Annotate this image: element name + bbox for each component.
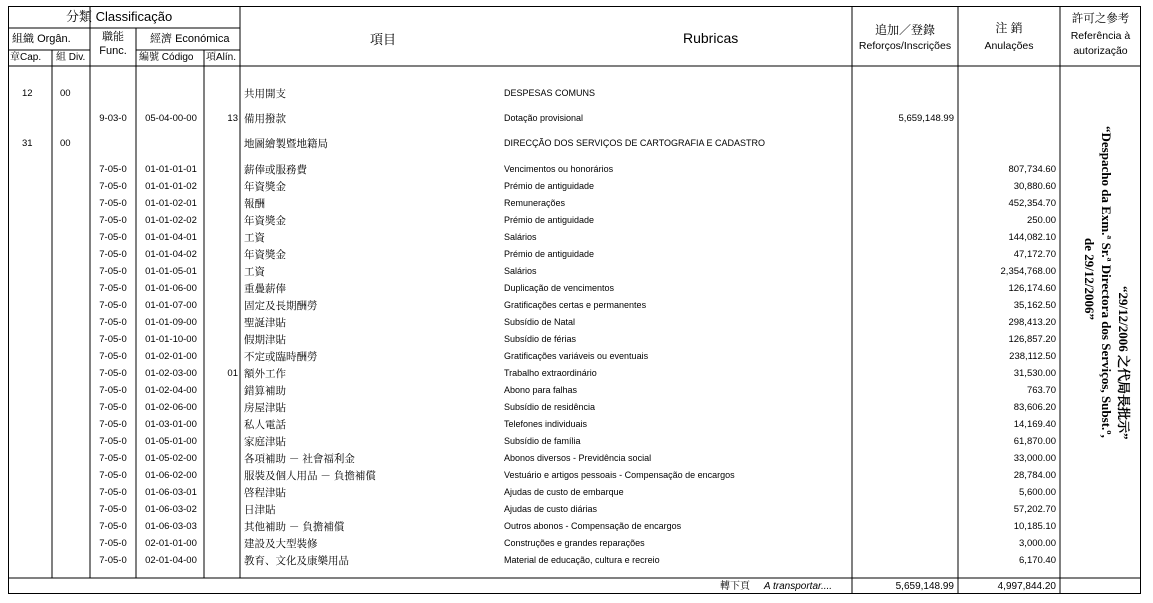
cell-code: 01-01-01-01 bbox=[145, 164, 197, 175]
header-economica-pt: Económica bbox=[175, 33, 230, 45]
header-classificacao bbox=[66, 10, 172, 23]
cell-func: 7-05-0 bbox=[99, 232, 127, 243]
cell-pt: Ajudas de custo de embarque bbox=[504, 487, 624, 497]
header-div-zh: 組 bbox=[56, 52, 66, 63]
cell-func: 7-05-0 bbox=[99, 538, 127, 549]
cell-anul: 126,174.60 bbox=[1008, 283, 1056, 294]
cell-code: 01-02-03-00 bbox=[145, 368, 197, 379]
cell-anul: 3,000.00 bbox=[1019, 538, 1056, 549]
cell-func: 7-05-0 bbox=[99, 249, 127, 260]
cell-func: 7-05-0 bbox=[99, 436, 127, 447]
cell-zh: 假期津貼 bbox=[244, 334, 286, 346]
cell-code: 01-01-09-00 bbox=[145, 317, 197, 328]
cell-anul: 126,857.20 bbox=[1008, 334, 1056, 345]
cell-pt: Ajudas de custo diárias bbox=[504, 504, 598, 514]
cell-func: 7-05-0 bbox=[99, 198, 127, 209]
cell-alin: 13 bbox=[227, 113, 238, 124]
cell-code: 01-06-02-00 bbox=[145, 470, 197, 481]
cell-pt: Telefones individuais bbox=[504, 419, 588, 429]
cell-zh: 年資獎金 bbox=[244, 215, 286, 227]
header-ref-pt-2: autorização bbox=[1073, 45, 1128, 57]
budget-sheet bbox=[8, 6, 1141, 594]
footer-transport-pt: A transportar.... bbox=[763, 581, 833, 592]
cell-anul: 31,530.00 bbox=[1013, 368, 1056, 379]
header-ref-pt-1: Referência à bbox=[1070, 30, 1131, 42]
cell-pt: Gratificações variáveis ou eventuais bbox=[504, 351, 649, 361]
header-item-zh: 項目 bbox=[370, 32, 397, 47]
cell-code: 01-02-06-00 bbox=[145, 402, 197, 413]
cell-pt: Outros abonos - Compensação de encargos bbox=[504, 521, 682, 531]
cell-func: 7-05-0 bbox=[99, 317, 127, 328]
cell-zh: 聖誕津貼 bbox=[244, 317, 286, 329]
footer-total-reforcos: 5,659,148.99 bbox=[895, 581, 954, 592]
authorization-line-3: de 29/12/2006” bbox=[1082, 238, 1097, 320]
cell-pt: Salários bbox=[504, 266, 537, 276]
cell-ref: 5,659,148.99 bbox=[898, 113, 954, 124]
cell-anul: 47,172.70 bbox=[1013, 249, 1056, 260]
cell-pt: Subsídio de Natal bbox=[504, 317, 576, 327]
cell-func: 7-05-0 bbox=[99, 504, 127, 515]
cell-div: 00 bbox=[60, 138, 71, 149]
cell-zh: 重疊薪俸 bbox=[244, 283, 286, 295]
cell-cap: 31 bbox=[22, 138, 33, 149]
cell-code: 01-01-06-00 bbox=[145, 283, 197, 294]
cell-pt: Subsídio de residência bbox=[504, 402, 596, 412]
header-organica-pt: Orgân. bbox=[37, 33, 71, 45]
cell-zh: 房屋津貼 bbox=[244, 402, 286, 414]
cell-func: 7-05-0 bbox=[99, 487, 127, 498]
cell-func: 7-05-0 bbox=[99, 385, 127, 396]
cell-zh: 服裝及個人用品 － 負擔補償 bbox=[244, 470, 376, 482]
cell-func: 7-05-0 bbox=[99, 215, 127, 226]
cell-anul: 35,162.50 bbox=[1013, 300, 1056, 311]
cell-zh: 家庭津貼 bbox=[244, 436, 286, 448]
cell-zh: 共用開支 bbox=[244, 88, 286, 100]
header-codigo-zh: 編號 bbox=[139, 52, 159, 63]
cell-func: 7-05-0 bbox=[99, 521, 127, 532]
header-alin bbox=[206, 53, 236, 63]
cell-code: 01-01-05-01 bbox=[145, 266, 197, 277]
cell-code: 01-01-02-02 bbox=[145, 215, 197, 226]
header-cap-zh: 章 bbox=[10, 52, 20, 63]
cell-anul: 83,606.20 bbox=[1013, 402, 1056, 413]
cell-func: 7-05-0 bbox=[99, 334, 127, 345]
cell-pt: Vencimentos ou honorários bbox=[504, 164, 614, 174]
cell-code: 01-01-02-01 bbox=[145, 198, 197, 209]
cell-anul: 238,112.50 bbox=[1009, 351, 1056, 362]
cell-pt: Material de educação, cultura e recreio bbox=[504, 555, 660, 565]
cell-code: 01-02-04-00 bbox=[145, 385, 197, 396]
cell-anul: 30,880.60 bbox=[1013, 181, 1056, 192]
cell-pt: Subsídio de férias bbox=[504, 334, 577, 344]
header-codigo-pt: Código bbox=[161, 52, 194, 63]
cell-pt: Salários bbox=[504, 232, 537, 242]
header-alin-zh: 項 bbox=[206, 52, 216, 63]
cell-zh: 薪俸或服務費 bbox=[244, 164, 307, 176]
header-div bbox=[56, 53, 85, 63]
cell-func: 7-05-0 bbox=[99, 181, 127, 192]
cell-code: 01-02-01-00 bbox=[145, 351, 197, 362]
cell-func: 7-05-0 bbox=[99, 402, 127, 413]
cell-pt: DESPESAS COMUNS bbox=[504, 88, 596, 98]
cell-zh: 建設及大型裝修 bbox=[244, 538, 318, 550]
cell-pt: Gratificações certas e permanentes bbox=[504, 300, 647, 310]
footer-total-anulacoes: 4,997,844.20 bbox=[997, 581, 1056, 592]
cell-pt: Prémio de antiguidade bbox=[504, 249, 595, 259]
cell-alin: 01 bbox=[227, 368, 238, 379]
authorization-line-1: “29/12/2006 之代局長批示” bbox=[1116, 286, 1131, 440]
cell-anul: 5,600.00 bbox=[1019, 487, 1056, 498]
cell-anul: 14,169.40 bbox=[1013, 419, 1056, 430]
header-cap bbox=[10, 53, 41, 63]
cell-pt: DIRECÇÃO DOS SERVIÇOS DE CARTOGRAFIA E CADASTRO bbox=[504, 138, 766, 148]
authorization-reference bbox=[1055, 126, 1135, 526]
cell-code: 01-01-04-02 bbox=[145, 249, 197, 260]
cell-pt: Subsídio de família bbox=[504, 436, 581, 446]
cell-zh: 各項補助 － 社會福利金 bbox=[244, 453, 355, 465]
footer-transport-zh: 轉下頁 bbox=[720, 581, 750, 592]
cell-pt: Vestuário e artigos pessoais - Compensação de encargos bbox=[504, 470, 735, 480]
cell-func: 7-05-0 bbox=[99, 351, 127, 362]
cell-code: 02-01-04-00 bbox=[145, 555, 197, 566]
cell-func: 7-05-0 bbox=[99, 283, 127, 294]
cell-func: 7-05-0 bbox=[99, 368, 127, 379]
cell-code: 05-04-00-00 bbox=[145, 113, 197, 124]
cell-zh: 固定及長期酬勞 bbox=[244, 300, 318, 312]
header-economica-zh: 經濟 bbox=[150, 33, 172, 45]
cell-zh: 年資獎金 bbox=[244, 249, 286, 261]
header-classificacao-zh: 分類 bbox=[66, 9, 93, 24]
cell-anul: 10,185.10 bbox=[1013, 521, 1056, 532]
cell-func: 7-05-0 bbox=[99, 555, 127, 566]
cell-anul: 28,784.00 bbox=[1013, 470, 1056, 481]
cell-pt: Construções e grandes reparações bbox=[504, 538, 645, 548]
cell-zh: 私人電話 bbox=[244, 419, 286, 431]
cell-pt: Remunerações bbox=[504, 198, 566, 208]
cell-zh: 日津貼 bbox=[244, 504, 276, 516]
cell-code: 02-01-01-00 bbox=[145, 538, 197, 549]
cell-anul: 452,354.70 bbox=[1008, 198, 1056, 209]
cell-code: 01-03-01-00 bbox=[145, 419, 197, 430]
cell-div: 00 bbox=[60, 88, 71, 99]
header-economica bbox=[150, 34, 229, 45]
cell-zh: 工資 bbox=[244, 232, 265, 244]
cell-anul: 298,413.20 bbox=[1008, 317, 1056, 328]
cell-zh: 備用撥款 bbox=[244, 113, 286, 125]
header-classificacao-pt: Classificação bbox=[95, 9, 173, 24]
cell-pt: Prémio de antiguidade bbox=[504, 181, 595, 191]
cell-anul: 33,000.00 bbox=[1013, 453, 1056, 464]
cell-func: 7-05-0 bbox=[99, 470, 127, 481]
cell-anul: 763.70 bbox=[1026, 385, 1056, 396]
header-reforcos-pt: Reforços/Inscrições bbox=[858, 40, 952, 52]
cell-anul: 250.00 bbox=[1026, 215, 1056, 226]
cell-zh: 年資獎金 bbox=[244, 181, 286, 193]
cell-func: 7-05-0 bbox=[99, 266, 127, 277]
cell-func: 7-05-0 bbox=[99, 300, 127, 311]
cell-pt: Trabalho extraordinário bbox=[504, 368, 597, 378]
header-organica bbox=[12, 34, 71, 45]
cell-zh: 其他補助 － 負擔補償 bbox=[244, 521, 345, 533]
cell-anul: 2,354,768.00 bbox=[1000, 266, 1056, 277]
header-codigo bbox=[139, 53, 193, 63]
header-organica-zh: 組織 bbox=[12, 33, 34, 45]
footer-transport bbox=[720, 582, 832, 592]
cell-func: 7-05-0 bbox=[99, 453, 127, 464]
cell-func: 9-03-0 bbox=[99, 113, 127, 124]
cell-anul: 807,734.60 bbox=[1008, 164, 1056, 175]
cell-pt: Abonos diversos - Previdência social bbox=[504, 453, 652, 463]
header-func-zh: 職能 bbox=[102, 31, 124, 43]
cell-zh: 錯算補助 bbox=[244, 385, 286, 397]
cell-code: 01-06-03-02 bbox=[145, 504, 197, 515]
cell-code: 01-01-04-01 bbox=[145, 232, 197, 243]
authorization-line-2: “Despacho da Exm.ª Sr.ª Directora dos Serviços, Subst.º, bbox=[1099, 126, 1114, 438]
cell-func: 7-05-0 bbox=[99, 419, 127, 430]
cell-anul: 57,202.70 bbox=[1013, 504, 1056, 515]
cell-anul: 144,082.10 bbox=[1008, 232, 1056, 243]
cell-anul: 6,170.40 bbox=[1019, 555, 1056, 566]
cell-zh: 報酬 bbox=[244, 198, 265, 210]
header-func-pt: Func. bbox=[99, 45, 127, 57]
header-anulacoes-zh: 注 銷 bbox=[995, 21, 1023, 35]
cell-zh: 工資 bbox=[244, 266, 265, 278]
cell-pt: Duplicação de vencimentos bbox=[504, 283, 615, 293]
header-rubricas: Rubricas bbox=[683, 30, 739, 46]
header-anulacoes-pt: Anulações bbox=[984, 40, 1034, 52]
cell-pt: Dotação provisional bbox=[504, 113, 584, 123]
cell-code: 01-06-03-01 bbox=[145, 487, 197, 498]
header-ref-zh: 許可之參考 bbox=[1071, 13, 1130, 25]
cell-anul: 61,870.00 bbox=[1013, 436, 1056, 447]
cell-code: 01-01-01-02 bbox=[145, 181, 197, 192]
header-alin-pt: Alín. bbox=[216, 52, 237, 63]
header-cap-pt: Cap. bbox=[20, 52, 42, 63]
cell-zh: 地圖繪製暨地籍局 bbox=[244, 138, 328, 150]
cell-zh: 額外工作 bbox=[244, 368, 286, 380]
header-reforcos-zh: 追加／登錄 bbox=[874, 23, 935, 37]
cell-code: 01-05-01-00 bbox=[145, 436, 197, 447]
cell-code: 01-01-07-00 bbox=[145, 300, 197, 311]
cell-code: 01-01-10-00 bbox=[145, 334, 197, 345]
cell-pt: Abono para falhas bbox=[504, 385, 578, 395]
cell-cap: 12 bbox=[22, 88, 33, 99]
header-div-pt: Div. bbox=[68, 52, 86, 63]
cell-pt: Prémio de antiguidade bbox=[504, 215, 595, 225]
cell-code: 01-05-02-00 bbox=[145, 453, 197, 464]
cell-zh: 啓程津貼 bbox=[244, 487, 286, 499]
cell-zh: 不定或臨時酬勞 bbox=[244, 351, 318, 363]
cell-code: 01-06-03-03 bbox=[145, 521, 197, 532]
cell-func: 7-05-0 bbox=[99, 164, 127, 175]
cell-zh: 教育、文化及康樂用品 bbox=[244, 555, 349, 567]
